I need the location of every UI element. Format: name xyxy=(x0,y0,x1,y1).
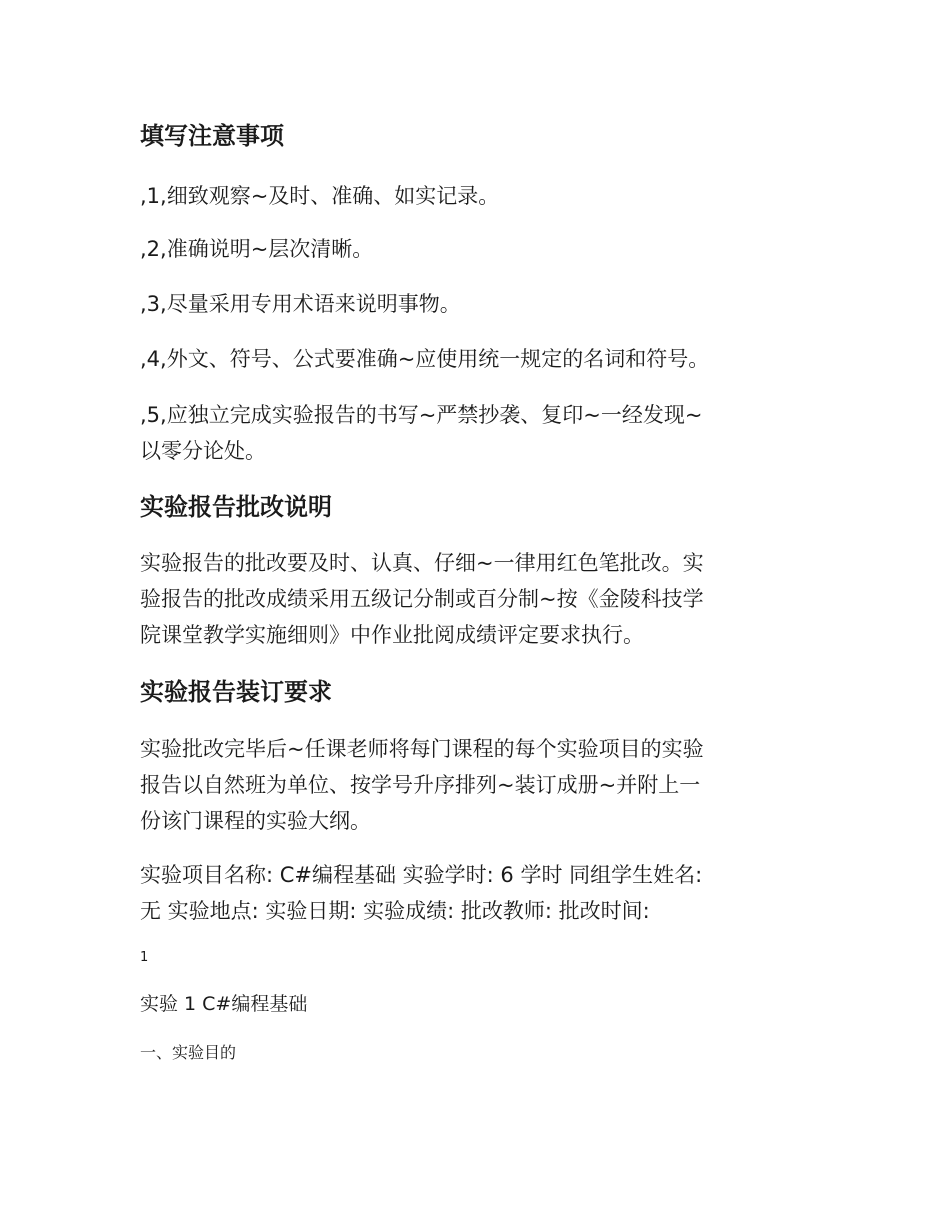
binding-paragraph xyxy=(140,731,820,839)
experiment-section-heading: 一、实验目的 xyxy=(140,1043,237,1062)
experiment-title: 实验 1 C#编程基础 xyxy=(140,993,308,1015)
grading-line-2: 验报告的批改成绩采用五级记分制或百分制~按《金陵科技学 xyxy=(140,587,704,611)
binding-line-3: 份该门课程的实验大纲。 xyxy=(140,809,371,833)
notes-heading: 填写注意事项 xyxy=(140,122,284,150)
grading-heading: 实验报告批改说明 xyxy=(140,493,332,521)
project-info-line-2: 无 实验地点: 实验日期: 实验成绩: 批改教师: 批改时间: xyxy=(140,899,650,923)
grading-line-1: 实验报告的批改要及时、认真、仔细~一律用红色笔批改。实 xyxy=(140,551,704,575)
notes-item-5-line-1: ,5,应独立完成实验报告的书写~严禁抄袭、复印~一经发现~ xyxy=(140,403,703,427)
notes-item-1: ,1,细致观察~及时、准确、如实记录。 xyxy=(140,184,500,208)
binding-heading: 实验报告装订要求 xyxy=(140,678,332,706)
binding-line-2: 报告以自然班为单位、按学号升序排列~装订成册~并附上一 xyxy=(140,773,701,797)
notes-item-3: ,3,尽量采用专用术语来说明事物。 xyxy=(140,292,461,316)
notes-item-5 xyxy=(140,397,820,469)
binding-line-1: 实验批改完毕后~任课老师将每门课程的每个实验项目的实验 xyxy=(140,737,704,761)
project-info-line-1: 实验项目名称: C#编程基础 实验学时: 6 学时 同组学生姓名: xyxy=(140,863,703,887)
notes-item-5-line-2: 以零分论处。 xyxy=(140,439,266,463)
notes-item-2: ,2,准确说明~层次清晰。 xyxy=(140,237,374,261)
grading-line-3: 院课堂教学实施细则》中作业批阅成绩评定要求执行。 xyxy=(140,623,644,647)
page-number: 1 xyxy=(140,950,149,965)
grading-paragraph xyxy=(140,545,820,653)
project-info xyxy=(140,857,820,929)
notes-item-4: ,4,外文、符号、公式要准确~应使用统一规定的名词和符号。 xyxy=(140,347,710,371)
